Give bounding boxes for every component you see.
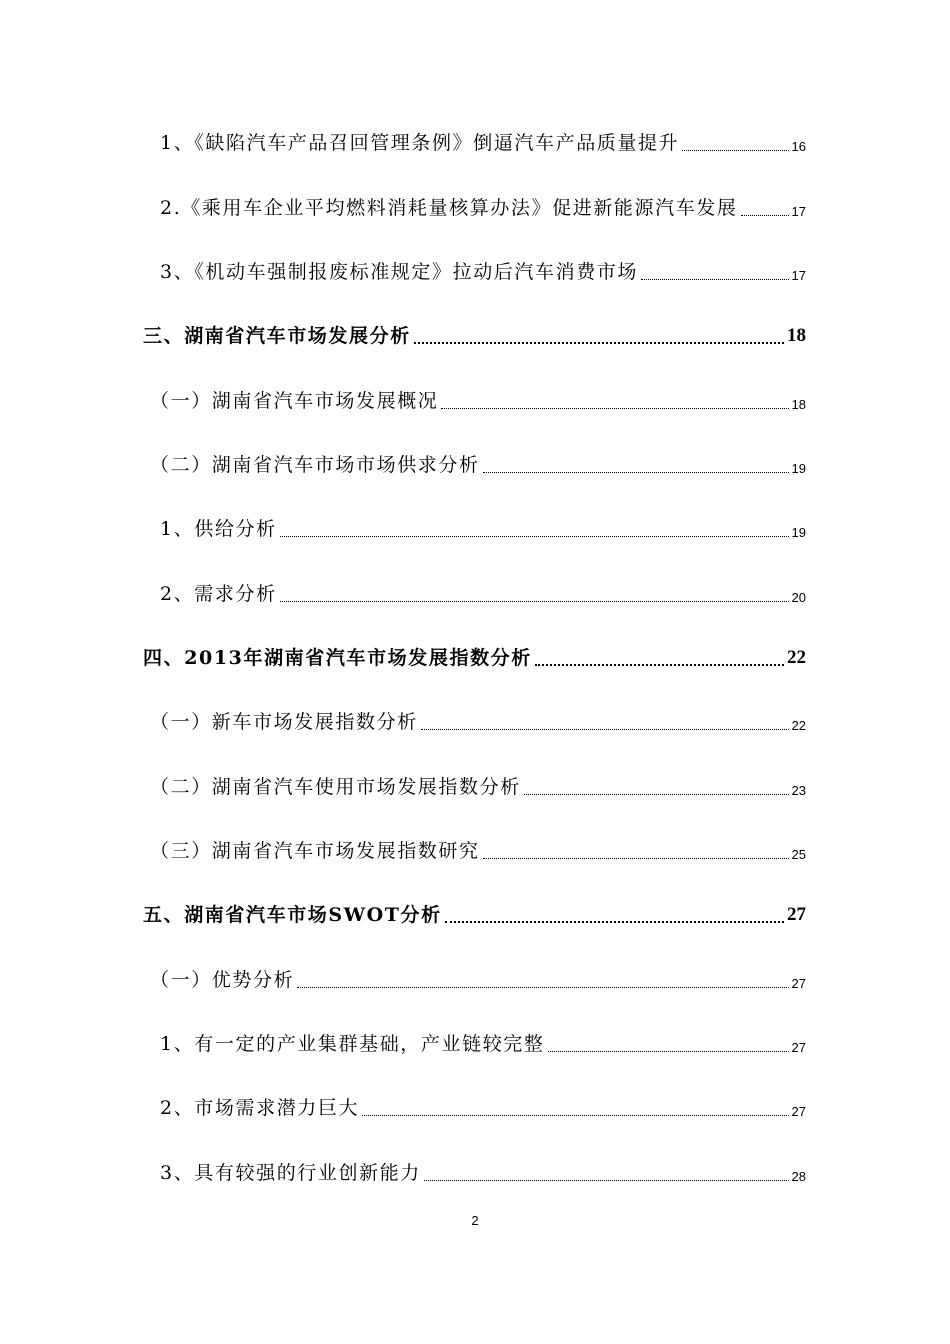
toc-entry-title: （一）优势分析 [150,969,295,991]
toc-leader-dots [297,986,788,988]
toc-entry-title: 2、需求分析 [160,583,277,605]
toc-entry-page: 27 [791,976,806,991]
toc-leader-dots [280,600,789,602]
toc-leader-dots [483,857,789,859]
toc-entry-page: 27 [791,1040,806,1055]
toc-entry[interactable] [160,1089,806,1123]
toc-entry-chapter[interactable] [143,896,806,930]
toc-entry[interactable] [160,1154,806,1188]
toc-leader-dots [424,1179,789,1181]
toc-leader-dots [414,341,784,344]
toc-entry[interactable] [150,446,806,480]
toc-entry-title: 2、市场需求潜力巨大 [160,1097,360,1119]
toc-entry[interactable] [160,253,806,287]
toc-entry-title: （二）湖南省汽车使用市场发展指数分析 [150,776,521,798]
toc-leader-dots [741,214,789,216]
toc-entry-page: 17 [791,268,806,283]
toc-leader-dots [682,149,788,151]
toc-entry-page: 28 [791,1169,806,1184]
toc-entry-title: 3、《机动车强制报废标准规定》拉动后汽车消费市场 [160,261,638,283]
toc-entry[interactable] [150,382,806,416]
toc-leader-dots [445,920,784,923]
toc-entry-page: 18 [791,397,806,412]
toc-entry[interactable] [160,1025,806,1059]
toc-entry[interactable] [160,124,806,158]
toc-entry-title: 五、湖南省汽车市场SWOT分析 [143,904,442,926]
toc-entry-title: 1、有一定的产业集群基础，产业链较完整 [160,1033,545,1055]
toc-entry-page: 22 [791,718,806,733]
toc-entry-title: （二）湖南省汽车市场市场供求分析 [150,454,480,476]
toc-leader-dots [548,1050,789,1052]
toc-entry-title: （一）新车市场发展指数分析 [150,711,418,733]
toc-entry-title: 四、2013年湖南省汽车市场发展指数分析 [143,647,532,669]
toc-entry-title: （三）湖南省汽车市场发展指数研究 [150,840,480,862]
toc-entry-page: 16 [791,139,806,154]
toc-entry-chapter[interactable] [143,639,806,673]
toc-leader-dots [280,535,789,537]
toc-entry-page: 19 [791,461,806,476]
toc-entry-title: 三、湖南省汽车市场发展分析 [143,325,411,347]
toc-entry[interactable] [160,575,806,609]
toc-entry-title: 1、《缺陷汽车产品召回管理条例》倒逼汽车产品质量提升 [160,132,680,154]
toc-entry-page: 23 [791,783,806,798]
toc-entry-page: 25 [791,847,806,862]
toc-entry-page: 22 [787,647,806,668]
toc-entry[interactable] [150,703,806,737]
toc-entry-title: 2.《乘用车企业平均燃料消耗量核算办法》促进新能源汽车发展 [160,197,738,219]
toc-entry[interactable] [160,189,806,223]
toc-entry-title: 3、具有较强的行业创新能力 [160,1162,421,1184]
toc-entry-page: 18 [787,325,806,346]
toc-entry-chapter[interactable] [143,317,806,351]
page-number: 2 [471,1213,479,1228]
toc-entry-page: 27 [787,904,806,925]
toc-leader-dots [535,663,784,666]
toc-entry-page: 20 [791,590,806,605]
toc-entry-page: 19 [791,525,806,540]
toc-leader-dots [441,407,788,409]
toc-entry[interactable] [150,832,806,866]
toc-leader-dots [641,278,789,280]
toc-leader-dots [483,471,789,473]
toc-entry[interactable] [160,510,806,544]
toc-entry-title: 1、供给分析 [160,518,277,540]
toc-entry[interactable] [150,768,806,802]
toc-leader-dots [421,728,789,730]
toc-entry-page: 27 [791,1104,806,1119]
toc-leader-dots [524,793,789,795]
toc-leader-dots [362,1114,788,1116]
toc-entry-title: （一）湖南省汽车市场发展概况 [150,390,439,412]
toc-entry-page: 17 [791,204,806,219]
toc-entry[interactable] [150,961,806,995]
